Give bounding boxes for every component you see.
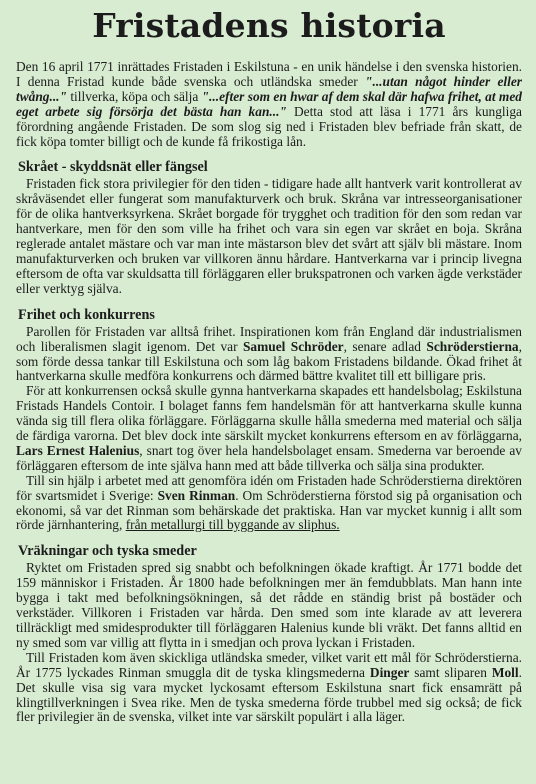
name-dinger: Dinger [369, 664, 410, 680]
intro-paragraph [16, 60, 522, 149]
frihet-p3-text-a: Till sin hjälp i arbetet med att genomföra idén om Fristaden hade Schröderstierna direktören för svartsmidet i Sverige: [16, 472, 522, 503]
section-vrakningar-paragraph-1: Ryktet om Fristaden spred sig snabbt och befolkningen ökade kraftigt. År 1771 bodde det 159 människor i Fristaden. År 1800 hade befolkningen mer än femdubblats. Man hann inte bygga i takt med befolkningsökningen, så det rådde en ständig brist på bostäder och verkstäder. Villkoren i Fristaden var hårda. Den smed som inte klarade av att leverera tillräckligt med smidesprodukter till förläggaren Halenius kunde bli vräkt. Det fanns alltid en ny smed som var villig att flytta in i smedjan och prova lyckan i Fristaden. [16, 560, 522, 650]
name-moll: Moll [491, 664, 519, 680]
section-frihet-paragraph-2 [16, 384, 522, 473]
section-vrakningar-paragraph-2 [16, 651, 522, 726]
intro-text-1: Den 16 april 1771 inrättades Fristaden i Eskilstuna - en unik händelse i den svenska historien. I denna Fristad kunde både svenska och utländska smeder [16, 59, 522, 89]
frihet-p2-text-c: , snart tog över hela handelsbolaget ensam. Smederna var beroende av förläggaren eftersom de inte själva hann med att både tillverka och sälja sina produkter. [16, 442, 522, 473]
intro-quote-1: "...utan något hinder eller twång..." [16, 73, 522, 104]
page-title: Fristadens historia [92, 6, 446, 45]
section-heading-frihet: Frihet och konkurrens [18, 306, 155, 323]
vrakningar-p2-text-d: . Det skulle visa sig vara mycket lyckosamt eftersom Eskilstuna snart fick ensamrätt på klingtillverkningen i Svea rike. Men de tyska smederna förde trubbel med sig också; de fick fler privilegier än de svenska, vilket inte var särskilt populärt i alla läger. [16, 664, 522, 725]
frihet-p2-text-a: För att konkurrensen också skulle gynna hantverkarna skapades ett handelsbolag; Eskilstuna Fristads Handels Contoir. I bolaget fanns fem handelsmän för att hantverkarna skulle kunna vända sig till flera olika förläggare. Förläggarna skulle hålla smederna med material och sälja de färdiga varorna. Det blev dock inte särskilt mycket konkurrens eftersom en av förläggarna, [16, 383, 522, 444]
name-lars-ernest-halenius: Lars Ernest Halenius [16, 442, 140, 458]
frihet-p1-text-a: Parollen för Fristaden var alltså frihet. Inspirationen kom från England där industrialismen och liberalismen slagit igenom. Det var [16, 323, 522, 354]
frihet-p3-text-c: . Om Schröderstierna förstod sig på organisation och ekonomi, så var det Rinman som behärskade det praktiska. Han var mycket kunnig i allt som rörde järnhantering, [16, 487, 522, 533]
name-schroderstierna: Schröderstierna [426, 338, 519, 354]
name-sven-rinman: Sven Rinman [157, 487, 236, 503]
frihet-p1-text-d: , som förde dessa tankar till Eskilstuna och som låg bakom Fristadens bildande. Ökad frihet åt hantverkarna skulle medföra konkurrens och därmed bättre kvalitet till ett billigare pris. [16, 338, 522, 384]
frihet-p1-text-c: , senare adlad [343, 338, 427, 354]
intro-quote-2: "...efter som en hwar af dem skal där hafwa frihet, at med eget arbete sig försörja det bästa han kan..." [16, 88, 522, 119]
section-heading-skraet: Skrået - skyddsnät eller fängsel [18, 159, 208, 176]
intro-text-2: tillverka, köpa och sälja [66, 88, 202, 104]
section-skraet-paragraph: Fristaden fick stora privilegier för den tiden - tidigare hade allt hantverk varit kontrollerat av skråväsendet eller fungerat som manufakturverk och bruk. Skråna var intresseorganisationer för de olika hantverksyrkena. Skrået borgade för trygghet och tradition för den som redan var hantverkare, men för den som ville ha frihet och vara sin egen var skrået en boja. Skråna reglerade antalet mästare och var man inte mästarson blev det svårt att själv bli mästare. Inom manufakturverken och bruken var villkoren ännu hårdare. Hantverkarna var i princip livegna eftersom de ofta var skuldsatta till förläggaren eller brukspatronen och varken ägde verkstäder eller verktyg själva. [16, 176, 522, 296]
underlined-phrase: från metallurgi till byggande av sliphus. [125, 517, 340, 533]
section-frihet-paragraph-3 [16, 474, 522, 534]
section-frihet-paragraph-1 [16, 325, 522, 385]
vrakningar-p2-text-c: samt sliparen [409, 664, 492, 680]
intro-text-3: Detta stod att läsa i 1771 års kungliga förordning angående Fristaden. De som slog sig ned i Fristaden blev befriade från skatt, de fick köpa tomter billigt och de kunde få frikostiga lån. [16, 103, 522, 149]
name-samuel-schroder: Samuel Schröder [242, 338, 344, 354]
vrakningar-p2-text-a: Till Fristaden kom även skickliga utländska smeder, vilket varit ett mål för Schröderstierna. År 1775 lyckades Rinman smuggla dit de tyska klingsmederna [16, 649, 522, 680]
section-heading-vrakningar: Vräkningar och tyska smeder [18, 543, 197, 560]
